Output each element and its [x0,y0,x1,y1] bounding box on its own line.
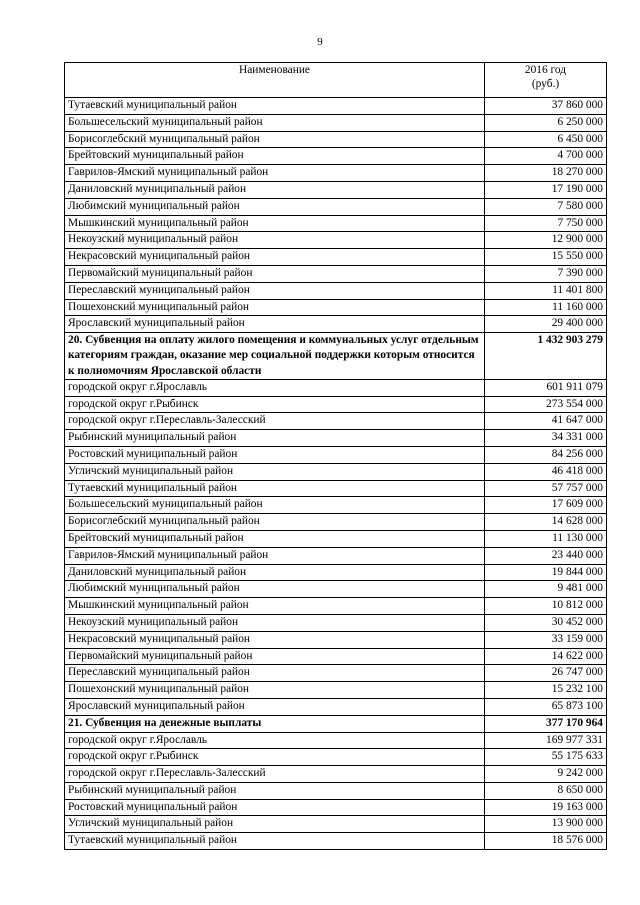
row-amount: 7 750 000 [485,215,607,232]
row-name: Пошехонский муниципальный район [65,299,485,316]
row-name: Некрасовский муниципальный район [65,249,485,266]
table-row [65,766,607,783]
header-amount [485,63,607,98]
row-name: Любимский муниципальный район [65,581,485,598]
row-amount: 11 160 000 [485,299,607,316]
row-name: Мышкинский муниципальный район [65,598,485,615]
table-row [65,265,607,282]
table-row [65,249,607,266]
budget-table [64,62,607,850]
row-name: городской округ г.Рыбинск [65,396,485,413]
row-amount: 55 175 633 [485,749,607,766]
section-title: 21. Субвенция на денежные выплаты [65,715,485,732]
row-name: Тутаевский муниципальный район [65,833,485,850]
table-row [65,232,607,249]
row-amount: 11 130 000 [485,530,607,547]
row-name: Угличский муниципальный район [65,816,485,833]
row-amount: 57 757 000 [485,480,607,497]
row-name: Большесельский муниципальный район [65,497,485,514]
table-row [65,114,607,131]
table-row [65,446,607,463]
row-name: Первомайский муниципальный район [65,648,485,665]
header-amount-unit: (руб.) [531,78,560,90]
row-amount: 46 418 000 [485,463,607,480]
table-row [65,581,607,598]
table-row [65,816,607,833]
table-row [65,614,607,631]
row-amount: 19 163 000 [485,799,607,816]
row-amount: 6 250 000 [485,114,607,131]
row-name: Борисоглебский муниципальный район [65,131,485,148]
section-title: 20. Субвенция на оплату жилого помещения и коммунальных услуг отдельным категориям граждан, оказание мер социальной поддержки которым относится к полномочиям Ярославской области [65,333,485,380]
table-row [65,732,607,749]
table-row [65,181,607,198]
table-row [65,396,607,413]
header-amount-year: 2016 год [524,64,567,76]
table-row [65,430,607,447]
table-row [65,198,607,215]
row-name: Гаврилов-Ямский муниципальный район [65,547,485,564]
row-amount: 17 190 000 [485,181,607,198]
table-header-row [65,63,607,98]
row-name: Переславский муниципальный район [65,665,485,682]
row-amount: 14 628 000 [485,514,607,531]
row-name: Любимский муниципальный район [65,198,485,215]
table-row [65,665,607,682]
table-row [65,682,607,699]
row-amount: 19 844 000 [485,564,607,581]
row-amount: 41 647 000 [485,413,607,430]
section-amount: 1 432 903 279 [485,333,607,380]
table-row [65,282,607,299]
row-name: Даниловский муниципальный район [65,181,485,198]
page-number: 9 [317,36,323,48]
table-row [65,698,607,715]
table-row [65,379,607,396]
section-row [65,715,607,732]
row-name: Большесельский муниципальный район [65,114,485,131]
row-amount: 37 860 000 [485,98,607,115]
table-row [65,98,607,115]
row-name: Тутаевский муниципальный район [65,480,485,497]
row-amount: 15 550 000 [485,249,607,266]
row-name: Ростовский муниципальный район [65,446,485,463]
row-amount: 7 390 000 [485,265,607,282]
row-amount: 7 580 000 [485,198,607,215]
row-name: Брейтовский муниципальный район [65,148,485,165]
table-row [65,799,607,816]
table-row [65,598,607,615]
row-name: Гаврилов-Ямский муниципальный район [65,165,485,182]
row-name: Борисоглебский муниципальный район [65,514,485,531]
row-amount: 8 650 000 [485,782,607,799]
row-amount: 6 450 000 [485,131,607,148]
row-name: Некрасовский муниципальный район [65,631,485,648]
row-amount: 601 911 079 [485,379,607,396]
header-name: Наименование [65,63,485,98]
row-amount: 4 700 000 [485,148,607,165]
row-name: городской округ г.Переславль-Залесский [65,413,485,430]
table-row [65,215,607,232]
row-amount: 12 900 000 [485,232,607,249]
table-row [65,165,607,182]
table-row [65,564,607,581]
table-row [65,497,607,514]
row-amount: 11 401 800 [485,282,607,299]
row-name: Мышкинский муниципальный район [65,215,485,232]
row-name: Первомайский муниципальный район [65,265,485,282]
row-name: Пошехонский муниципальный район [65,682,485,699]
row-name: городской округ г.Рыбинск [65,749,485,766]
row-amount: 23 440 000 [485,547,607,564]
row-amount: 18 270 000 [485,165,607,182]
row-name: Некоузский муниципальный район [65,614,485,631]
row-amount: 17 609 000 [485,497,607,514]
row-amount: 13 900 000 [485,816,607,833]
row-amount: 33 159 000 [485,631,607,648]
table-row [65,631,607,648]
row-name: Некоузский муниципальный район [65,232,485,249]
row-amount: 84 256 000 [485,446,607,463]
row-amount: 9 242 000 [485,766,607,783]
row-amount: 26 747 000 [485,665,607,682]
table-row [65,648,607,665]
row-name: Ростовский муниципальный район [65,799,485,816]
table-row [65,782,607,799]
row-name: городской округ г.Ярославль [65,732,485,749]
row-name: Угличский муниципальный район [65,463,485,480]
row-amount: 18 576 000 [485,833,607,850]
table-row [65,413,607,430]
table-row [65,547,607,564]
row-name: Переславский муниципальный район [65,282,485,299]
table-row [65,131,607,148]
row-amount: 169 977 331 [485,732,607,749]
table-row [65,833,607,850]
row-amount: 65 873 100 [485,698,607,715]
section-row [65,333,607,380]
row-name: Ярославский муниципальный район [65,698,485,715]
table-row [65,316,607,333]
row-amount: 15 232 100 [485,682,607,699]
table-body [65,98,607,850]
row-name: Даниловский муниципальный район [65,564,485,581]
row-amount: 9 481 000 [485,581,607,598]
row-amount: 14 622 000 [485,648,607,665]
row-amount: 30 452 000 [485,614,607,631]
row-name: Брейтовский муниципальный район [65,530,485,547]
row-amount: 273 554 000 [485,396,607,413]
row-amount: 29 400 000 [485,316,607,333]
table-row [65,480,607,497]
table-row [65,463,607,480]
section-amount: 377 170 964 [485,715,607,732]
row-name: Тутаевский муниципальный район [65,98,485,115]
row-name: городской округ г.Переславль-Залесский [65,766,485,783]
row-amount: 10 812 000 [485,598,607,615]
table-row [65,530,607,547]
table-row [65,749,607,766]
row-amount: 34 331 000 [485,430,607,447]
row-name: Рыбинский муниципальный район [65,430,485,447]
table-row [65,299,607,316]
row-name: Ярославский муниципальный район [65,316,485,333]
table-row [65,514,607,531]
table-row [65,148,607,165]
row-name: Рыбинский муниципальный район [65,782,485,799]
row-name: городской округ г.Ярославль [65,379,485,396]
